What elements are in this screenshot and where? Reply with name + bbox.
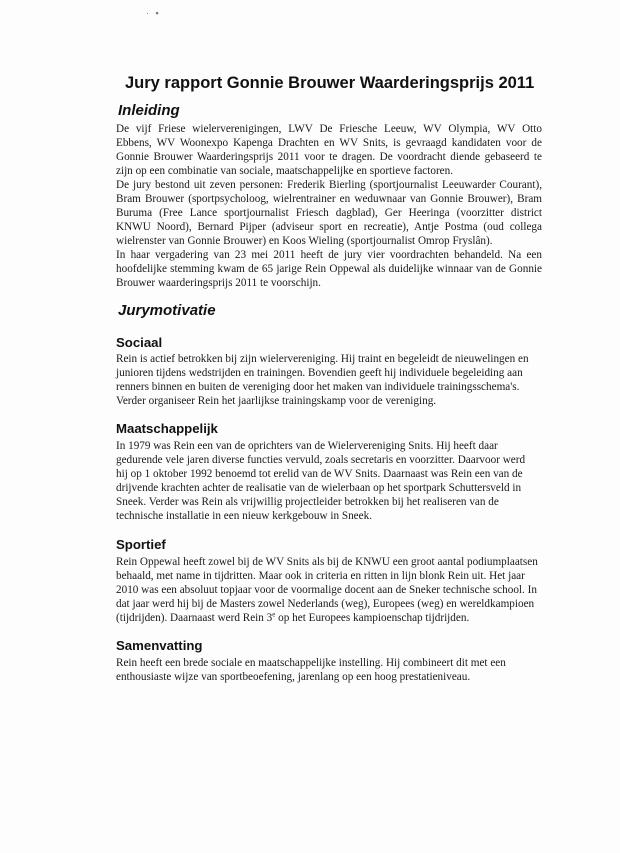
heading-maatschappelijk: Maatschappelijk — [116, 421, 218, 436]
text-line: Rein is actief betrokken bij zijn wielervereniging. Hij traint en begeleidt de nieuwelingen en — [116, 353, 529, 365]
paragraph-maatschappelijk — [116, 439, 542, 523]
text-line: dat jaar werd hij bij de Masters zowel Nederlands (weg), Europees (weg) en wereldkampioen — [116, 598, 535, 610]
text-line: Gonnie Brouwer Waarderingsprijs 2011 voor te dragen. De voordracht diende gebaseerd te — [116, 151, 542, 163]
text-line: Brouwer waarderingsprijs 2011 te voorschijn. — [116, 277, 321, 289]
heading-sociaal: Sociaal — [116, 335, 163, 350]
text-line: technische installatie in een nieuw kerkgebouw in Sneek. — [116, 510, 372, 522]
text-line: Buruma (Free Lance sportjournalist Friesch dagblad), Ger Heeringa (voorzitter district — [116, 207, 542, 219]
text-line: In 1979 was Rein een van de oprichters van de Wielervereniging Snits. Hij heeft daar — [116, 440, 498, 452]
paragraph-inleiding — [116, 122, 542, 290]
text-fragment: (tijdrijden). Daarnaast werd Rein 3 — [116, 612, 273, 624]
text-line: junioren tijdens wedstrijden en trainingen. Bovendien geeft hij individuele begeleiding aan — [116, 367, 523, 379]
text-line: Rein Oppewal heeft zowel bij de WV Snits als bij de KNWU een groot aantal podiumplaatsen — [116, 556, 538, 568]
text-line: Verder organiseer Rein het jaarlijkse trainingskamp voor de vereniging. — [116, 395, 437, 407]
heading-samenvatting: Samenvatting — [116, 638, 203, 653]
text-line: Bram Brouwer (sportpsycholoog, wielrentrainer en weduwnaar van Gonnie Brouwer), Bram — [116, 193, 542, 205]
scan-mark: · ▪ — [146, 8, 161, 18]
paragraph-samenvatting — [116, 656, 542, 684]
text-line: Ebbens, WV Woonexpo Kapenga Drachten en WV Snits, is gevraagd kandidaten voor de — [116, 137, 542, 149]
text-line: behaald, met name in tijdritten. Maar ook in criteria en ritten in lijn blonk Rein uit. Het jaar — [116, 570, 525, 582]
text-line: hoofdelijke stemming kwam de 65 jarige Rein Oppewal als duidelijke winnaar van de Gonnie — [116, 263, 542, 275]
text-line: 2010 was een absoluut topjaar voor de voormalige docent aan de Sneker technische school. In — [116, 584, 537, 596]
heading-sportief: Sportief — [116, 537, 166, 552]
text-line: Rein heeft een brede sociale en maatschappelijke instelling. Hij combineert dit met een — [116, 657, 506, 669]
text-line: De vijf Friese wielerverenigingen, LWV De Friesche Leeuw, WV Olympia, WV Otto — [116, 123, 542, 135]
paragraph-sociaal — [116, 352, 542, 408]
paragraph-sportief — [116, 555, 542, 625]
text-line: De jury bestond uit zeven personen: Frederik Bierling (sportjournalist Leeuwarder Courant), — [116, 179, 542, 191]
text-line: wielrenster van Gonnie Brouwer) en Koos Wieling (sportjournalist Omrop Fryslân). — [116, 235, 493, 247]
text-fragment: op het Europees kampioenschap tijdrijden. — [275, 612, 470, 624]
text-line: In haar vergadering van 23 mei 2011 heeft de jury vier voordrachten behandeld. Na een — [116, 249, 542, 261]
text-line: KNWU Noord), Bernard Pijper (adviseur sport en recreatie), Antje Postma (oud collega — [116, 221, 542, 233]
superscript: e — [272, 610, 276, 619]
text-line: renners binnen en buiten de vereniging door het maken van individuele trainingsschema's. — [116, 381, 520, 393]
heading-jurymotivatie: Jurymotivatie — [118, 302, 216, 319]
page-title: Jury rapport Gonnie Brouwer Waarderingsprijs 2011 — [125, 74, 535, 92]
text-line — [116, 611, 542, 625]
text-line: enthousiaste wijze van sportbeoefening, jarenlang op een hoog prestatieniveau. — [116, 671, 471, 683]
text-line: zijn op een combinatie van sociale, maatschappelijke en sportieve factoren. — [116, 165, 454, 177]
text-line: drijvende krachten achter de realisatie van de wielerbaan op het sportpark Schuttersveld in — [116, 482, 522, 494]
heading-inleiding: Inleiding — [118, 102, 180, 119]
text-line: gedurende vele jaren diverse functies vervuld, zoals secretaris en voorzitter. Daarvoor werd — [116, 454, 526, 466]
text-line: Sneek. Verder was Rein als vrijwillig projectleider betrokken bij het realiseren van de — [116, 496, 499, 508]
text-line: hij op 1 oktober 1992 benoemd tot erelid van de WV Snits. Daarnaast was Rein een van de — [116, 468, 523, 480]
